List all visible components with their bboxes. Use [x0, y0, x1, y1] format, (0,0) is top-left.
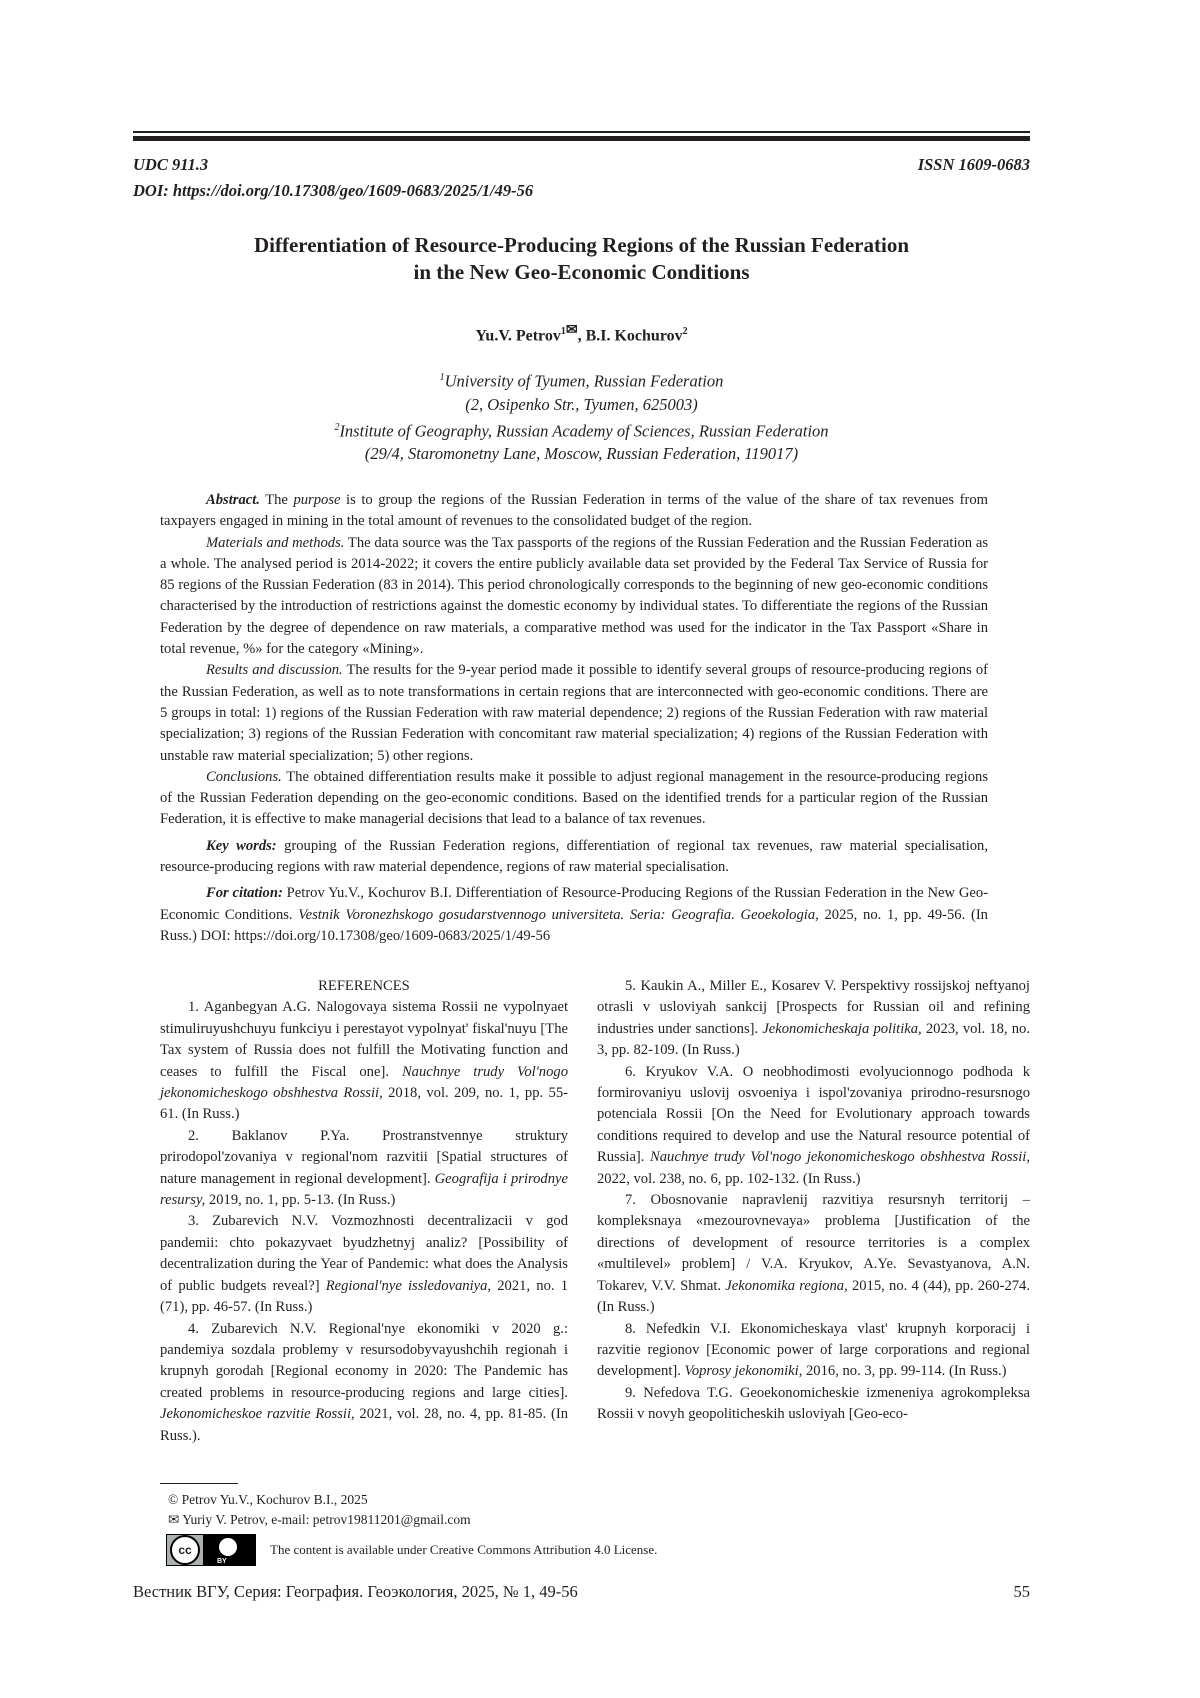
- reference-item: [597, 1383, 1030, 1426]
- reference-item: [597, 1190, 1030, 1318]
- affiliation-line: [133, 416, 1030, 443]
- text: 8. Nefedkin V.I. Ekonomicheskaya vlast' krupnyh korporacij i razvitie regionov [Economic power of large corporations and regional development].: [597, 1321, 1030, 1380]
- affil-text: (29/4, Staromonetny Lane, Moscow, Russian Federation, 119017): [365, 444, 798, 463]
- reference-item: [160, 1126, 568, 1212]
- references-left-column: [160, 976, 568, 1447]
- footnote: [160, 1490, 471, 1530]
- text: 2021, no. 1 (71), pp. 46-57. (In Russ.): [160, 1278, 568, 1315]
- text: 7. Obosnovanie napravlenij razvitiya resursnyh territorij – kompleksnaya «mezourovnevaya» problema [Justification of the directions of development of resource territories is a complex «multilevel» problem] / V.A. Kryukov, A.Ye. Sevastyanova, A.N. Tokarev, V.V. Shmat.: [597, 1192, 1030, 1294]
- text: The obtained differentiation results make it possible to adjust regional management in the resource-producing regions of the Russian Federation depending on the geo-economic conditions. Based on the identified trends for a particular region of the Russian Federation, it is effective to make managerial decisions that lead to a balance of tax revenues.: [160, 769, 988, 828]
- text: 5. Kaukin A., Miller E., Kosarev V. Perspektivy rossijskoj neftyanoj otrasli v usloviyah sankcij [Prospects for Russian oil and refining industries under sanctions].: [597, 978, 1030, 1037]
- text: Petrov Yu.V., Kochurov B.I. Differentiation of Resource-Producing Regions of the Russian Federation in the New Geo-Economic Conditions.: [160, 885, 988, 922]
- copyright: © Petrov Yu.V., Kochurov B.I., 2025: [160, 1490, 471, 1510]
- article-title: [133, 232, 1030, 286]
- abstract-paragraph: [160, 767, 988, 831]
- emphasis-text: purpose: [293, 492, 340, 508]
- text: 6. Kryukov V.A. O neobhodimosti evolyucionnogo podhoda k formirovaniyu uslovij osvoeniya i ispol'zovaniya prirodno-resursnogo potenciala Rossii [On the Need for Evolutionary approach towards conditions required to develop and use the Natural resource potential of Russia].: [597, 1064, 1030, 1166]
- emphasis-text: Results and discussion.: [206, 662, 343, 678]
- doi-link[interactable]: DOI: https://doi.org/10.17308/geo/1609-0683/2025/1/49-56: [133, 181, 533, 201]
- correspondence: [160, 1510, 471, 1530]
- emphasis-text: Nauchnye trudy Vol'nogo jekonomicheskogo obshhestva Rossii,: [160, 1064, 568, 1101]
- emphasis-text: Voprosy jekonomiki,: [685, 1363, 803, 1379]
- reference-item: [597, 976, 1030, 1062]
- author-name: Yu.V. Petrov: [475, 327, 561, 344]
- emphasis-text: For citation:: [206, 885, 283, 901]
- cc-icon: cc: [170, 1535, 200, 1565]
- text: 2023, vol. 18, no. 3, pp. 82-109. (In Russ.): [597, 1021, 1030, 1058]
- issn: ISSN 1609-0683: [918, 155, 1030, 175]
- emphasis-text: Nauchnye trudy Vol'nogo jekonomicheskogo obshhestva Rossii: [650, 1149, 1026, 1165]
- emphasis-text: Key words:: [206, 838, 277, 854]
- text: 1. Aganbegyan A.G. Nalogovaya sistema Rossii ne vypolnyaet stimuliruyushchuyu funkciyu i perestayot vypolnyat' fiskal'nuyu [The Tax system of Russia does not fulfill the Motivating function and ceases to fulfill the Fiscal one].: [160, 999, 568, 1079]
- title-line: Differentiation of Resource-Producing Regions of the Russian Federation: [133, 232, 1030, 259]
- text: is to group the regions of the Russian Federation in terms of the value of the share of tax revenues from taxpayers engaged in mining in the total amount of revenues to the consolidated budget of the region.: [160, 492, 988, 529]
- affil-text: (2, Osipenko Str., Tyumen, 625003): [465, 395, 698, 414]
- affiliation-line: [133, 366, 1030, 393]
- reference-item: [160, 997, 568, 1125]
- text: , 2022, vol. 238, no. 6, pp. 102-132. (In Russ.): [597, 1149, 1030, 1186]
- emphasis-text: Regional'nye issledovaniya,: [326, 1278, 491, 1294]
- abstract-paragraph: [160, 533, 988, 661]
- page-number: 55: [1014, 1582, 1031, 1602]
- text: 2018, vol. 209, no. 1, pp. 55-61. (In Russ.): [160, 1085, 568, 1122]
- text: 3. Zubarevich N.V. Vozmozhnosti decentralizacii v god pandemii: chto pokazyvaet byudzhetnyj analiz? [Possibility of decentralization during the Year of Pandemic: what does the Analysis of public budgets reveal?]: [160, 1213, 568, 1293]
- journal-footer: Вестник ВГУ, Серия: География. Геоэкология, 2025, № 1, 49-56: [133, 1582, 578, 1602]
- emphasis-text: Conclusions.: [206, 769, 282, 785]
- emphasis-text: Abstract.: [206, 492, 260, 508]
- abstract-paragraph: [160, 836, 988, 879]
- envelope-icon: ✉: [168, 1512, 182, 1527]
- references-heading: REFERENCES: [160, 976, 568, 997]
- references-right-column: [597, 976, 1030, 1426]
- header-rule-thick: [133, 136, 1030, 141]
- emphasis-text: Vestnik Voronezhskogo gosudarstvennogo universiteta. Seria: Geografia. Geoekologia: [298, 907, 815, 923]
- text: 9. Nefedova T.G. Geoekonomicheskie izmeneniya agrokompleksa Rossii v novyh geopoliticheskih usloviyah [Geo-eco-: [597, 1385, 1030, 1422]
- affil-text: Institute of Geography, Russian Academy of Sciences, Russian Federation: [339, 421, 828, 440]
- abstract-paragraph: [160, 490, 988, 533]
- text: 2015, no. 4 (44), pp. 260-274. (In Russ.): [597, 1278, 1030, 1315]
- affil-text: University of Tyumen, Russian Federation: [445, 372, 724, 391]
- affil-sup: 2: [334, 422, 339, 433]
- email[interactable]: Yuriy V. Petrov, e-mail: petrov19811201@gmail.com: [182, 1512, 470, 1527]
- license-text: The content is available under Creative Commons Attribution 4.0 License.: [270, 1542, 657, 1558]
- reference-item: [597, 1319, 1030, 1383]
- text: 2016, no. 3, pp. 99-114. (In Russ.): [802, 1363, 1006, 1379]
- author-affil-sup: 2: [683, 326, 688, 337]
- title-line: in the New Geo-Economic Conditions: [133, 259, 1030, 286]
- emphasis-text: Jekonomicheskaja politika,: [762, 1021, 921, 1037]
- header-rule-thin: [133, 131, 1030, 133]
- affil-sup: 1: [440, 372, 445, 383]
- text: 2. Baklanov P.Ya. Prostranstvennye struktury prirodopol'zovaniya v regional'nom razvitii [Spatial structures of nature management in regional development].: [160, 1128, 568, 1187]
- text: grouping of the Russian Federation regions, differentiation of regional tax revenues, raw material specialisation, resource-producing regions with raw material dependence, regions of raw material specialisation.: [160, 838, 988, 875]
- cc-by-logo[interactable]: [166, 1534, 256, 1566]
- udc-code: UDC 911.3: [133, 155, 208, 175]
- affiliation-line: [133, 393, 1030, 416]
- license-row: [166, 1534, 657, 1566]
- affiliation-line: [133, 442, 1030, 465]
- emphasis-text: Jekonomicheskoe razvitie Rossii: [160, 1406, 351, 1422]
- abstract: [160, 490, 988, 947]
- author-affil-sup: 1: [561, 326, 566, 337]
- affiliations: [133, 366, 1030, 465]
- abstract-paragraph: [160, 883, 988, 947]
- reference-item: [160, 1319, 568, 1447]
- authors: [133, 322, 1030, 345]
- by-icon: BY: [203, 1535, 255, 1565]
- envelope-icon: ✉: [566, 323, 578, 338]
- emphasis-text: Materials and methods.: [206, 535, 344, 551]
- abstract-paragraph: [160, 660, 988, 766]
- footnote-rule: [160, 1483, 238, 1484]
- emphasis-text: Geografija i prirodnye resursy,: [160, 1171, 568, 1208]
- text: 4. Zubarevich N.V. Regional'nye ekonomiki v 2020 g.: pandemiya sozdala problemy v resursodobyvayushchih regionah i krupnyh gorodah [Regional economy in 2020: The Pandemic has created problems in resource-producing regions and large cities].: [160, 1321, 568, 1401]
- text: , 2025, no. 1, pp. 49-56. (In Russ.) DOI: https://doi.org/10.17308/geo/1609-0683/2025/1/49-56: [160, 907, 988, 944]
- reference-item: [597, 1062, 1030, 1190]
- reference-item: [160, 1211, 568, 1318]
- text: The data source was the Tax passports of the regions of the Russian Federation and the Russian Federation as a whole. The analysed period is 2014-2022; it covers the entire publicly available data set provided by the Federal Tax Service of Russia for 85 regions of the Russian Federation (83 in 2014). This period chronologically corresponds to the beginning of new geo-economic conditions characterised by the introduction of restrictions against the domestic economy by individual states. To differentiate the regions of the Russian Federation by the degree of dependence on raw materials, a comparative method was used for the indicator in the Tax Passport «Share in total revenue, %» for the category «Mining».: [160, 535, 988, 657]
- text: , 2021, vol. 28, no. 4, pp. 81-85. (In Russ.).: [160, 1406, 568, 1443]
- emphasis-text: Jekonomika regiona,: [725, 1278, 847, 1294]
- text: The: [260, 492, 294, 508]
- text: 2019, no. 1, pp. 5-13. (In Russ.): [205, 1192, 395, 1208]
- text: The results for the 9-year period made it possible to identify several groups of resource-producing regions of the Russian Federation, as well as to note transformations in certain regions that are interconnected with geo-economic conditions. There are 5 groups in total: 1) regions of the Russian Federation with raw material dependence; 2) regions of the Russian Federation with raw material specialization; 3) regions of the Russian Federation with concomitant raw material specialization; 4) regions of the Russian Federation with unstable raw material specialization; 5) other regions.: [160, 662, 988, 763]
- author-name: , B.I. Kochurov: [578, 327, 683, 344]
